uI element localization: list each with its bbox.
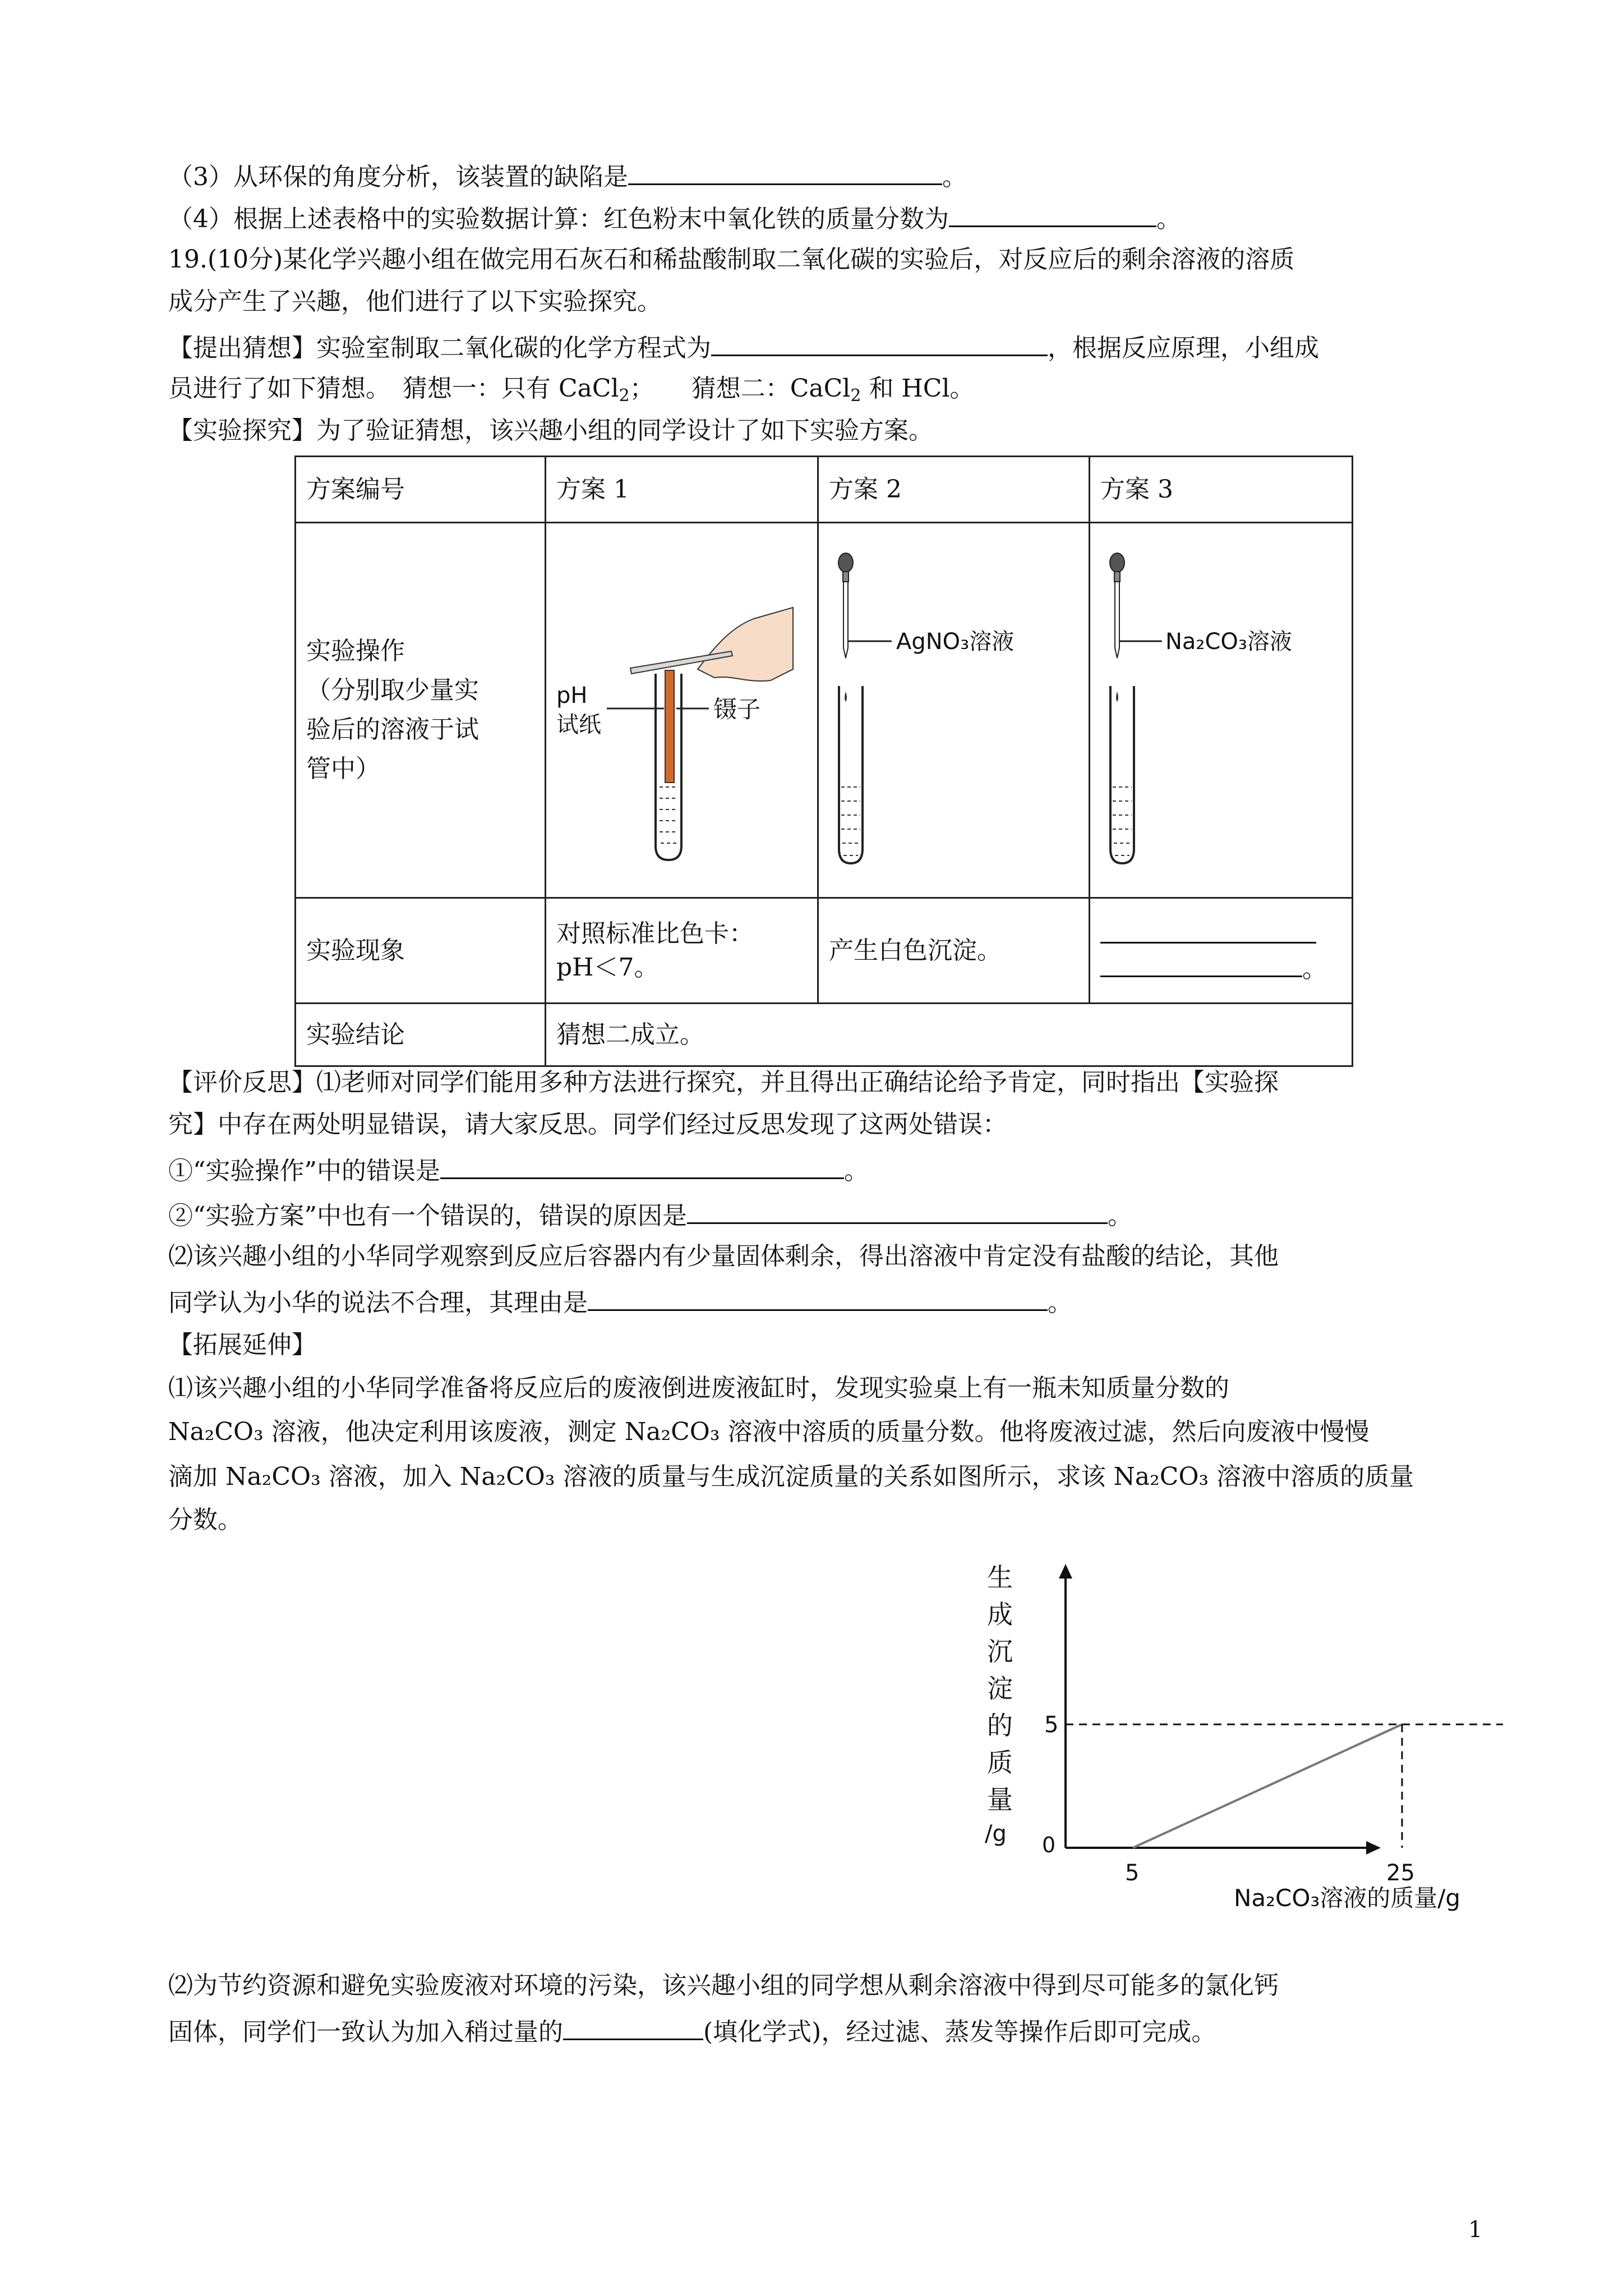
reflect-line1: 【评价反思】⑴老师对同学们能用多种方法进行探究，并且得出正确结论给予肯定，同时指出【实验探: [168, 1068, 1279, 1097]
droplet-icon: [845, 692, 847, 702]
extend-p2-line2: [168, 2014, 1481, 2049]
agno3-dropper-illustration: [819, 523, 1068, 888]
reflect-p2-prompt: 同学认为小华的说法不合理，其理由是: [168, 1289, 588, 1317]
q3-answer-blank[interactable]: [628, 159, 942, 185]
na2co3-label: Na₂CO₃溶液: [1165, 629, 1292, 655]
plan1-image-cell: [546, 523, 818, 898]
extend-p2-prompt: 固体，同学们一致认为加入稍过量的: [168, 2018, 563, 2046]
equation-blank[interactable]: [711, 330, 1048, 356]
ph-label: pH: [556, 683, 588, 708]
origin-label: 0: [1042, 1833, 1056, 1857]
extend-p2-end: (填化学式)，经过滤、蒸发等操作后即可完成。: [703, 2018, 1216, 2046]
q19-line2: 成分产生了兴趣，他们进行了以下实验探究。: [168, 287, 662, 316]
page-number: 1: [1468, 2217, 1483, 2243]
liquid-icon: [1113, 787, 1132, 855]
formula-blank[interactable]: [563, 2014, 703, 2040]
reflect-p2-line1: ⑵该兴趣小组的小华同学观察到反应后容器内有少量固体剩余，得出溶液中肯定没有盐酸的结论，其他: [168, 1242, 1279, 1271]
test-tube-icon: [839, 686, 863, 863]
hypothesis-line2: [168, 372, 1481, 406]
row-conclusion-label: 实验结论: [296, 1004, 546, 1066]
th-plan-2: 方案 2: [818, 457, 1090, 523]
q4-end: 。: [1156, 205, 1181, 233]
x-tick-label: 25: [1386, 1860, 1415, 1886]
reflect-line2: 究】中存在两处明显错误，请大家反思。同学们经过反思发现了这两处错误：: [168, 1110, 1007, 1139]
extend-l2: Na₂CO₃ 溶液，他决定利用该废液，测定 Na₂CO₃ 溶液中溶质的质量分数。他将废液过滤，然后向废液中慢慢: [168, 1418, 1370, 1446]
dropper-bulb-icon: [1110, 553, 1124, 572]
sub-2: 2: [619, 386, 630, 406]
liquid-icon: [841, 787, 860, 855]
y-label-char: 成: [987, 1599, 1013, 1630]
precipitate-mass-chart: [965, 1554, 1503, 1930]
y-label-char: 生: [987, 1562, 1013, 1593]
op-line4: 管中）: [306, 754, 380, 783]
agno3-label: AgNO₃溶液: [896, 629, 1015, 655]
explore-line: 【实验探究】为了验证猜想，该兴趣小组的同学设计了如下实验方案。: [168, 416, 933, 445]
error2-blank[interactable]: [687, 1198, 1108, 1224]
q3-line: [168, 159, 1481, 194]
reason-blank[interactable]: [588, 1285, 1048, 1311]
extend-l3: 滴加 Na₂CO₃ 溶液，加入 Na₂CO₃ 溶液的质量与生成沉淀质量的关系如图所示，求该 Na₂CO₃ 溶液中溶质的质量: [168, 1462, 1414, 1491]
q4-answer-blank[interactable]: [949, 201, 1156, 227]
error2-prompt: ②“实验方案”中也有一个错误的，错误的原因是: [168, 1202, 687, 1230]
y-axis-label: [985, 1562, 1013, 1847]
extend-title: 【拓展延伸】: [168, 1331, 316, 1359]
th-plan-3: 方案 3: [1090, 457, 1353, 523]
x-tick-label: 5: [1125, 1860, 1140, 1886]
extend-p2-line1: ⑵为节约资源和避免实验废液对环境的污染，该兴趣小组的同学想从剩余溶液中得到尽可能多的氯化钙: [168, 1971, 1279, 2000]
th-plan-1: 方案 1: [546, 457, 818, 523]
dropper-tube-icon: [843, 582, 848, 658]
x-axis-arrow-icon: [1366, 1841, 1381, 1855]
guess-one: 员进行了如下猜想。 猜想一：只有 CaCl: [168, 374, 619, 403]
error2-end: 。: [1108, 1202, 1132, 1230]
y-label-char: 淀: [987, 1673, 1013, 1704]
op-line3: 验后的溶液于试: [306, 715, 479, 744]
plan3-blank-2[interactable]: [1100, 951, 1302, 977]
th-plan-no: 方案编号: [296, 457, 546, 523]
plan3-blank-1[interactable]: [1100, 917, 1316, 944]
conclusion-text: 猜想二成立。: [546, 1004, 1353, 1066]
plan2-image-cell: [818, 523, 1090, 898]
y-label-char: 的: [987, 1710, 1013, 1741]
q19-line1: 19.(10分)某化学兴趣小组在做完用石灰石和稀盐酸制取二氧化碳的实验后，对反应后的剩余溶液的溶质: [168, 245, 1295, 274]
op-line2: （分别取少量实: [306, 676, 479, 705]
op-line1: 实验操作: [306, 637, 405, 665]
y-label-char: 量: [987, 1784, 1013, 1815]
x-axis-label: Na₂CO₃溶液的质量/g: [1234, 1884, 1461, 1912]
experiment-table: [294, 455, 1353, 1067]
dropper-bulb-icon: [838, 553, 853, 572]
y-axis-arrow-icon: [1059, 1564, 1072, 1579]
hypothesis-line1: [168, 330, 1481, 365]
ph-paper-strip-icon: [665, 670, 674, 783]
error1-prompt: ①“实验操作”中的错误是: [168, 1157, 440, 1185]
hypothesis-cont: ，根据反应原理，小组成: [1048, 334, 1319, 362]
guess-two-end: 和 HCl。: [861, 374, 975, 403]
row-operation-label: [296, 523, 546, 898]
series-segment: [1133, 1724, 1402, 1848]
dropper-tube-icon: [1115, 582, 1119, 658]
droplet-icon: [1116, 692, 1118, 702]
q3-text: （3）从环保的角度分析，该装置的缺陷是: [168, 163, 628, 191]
y-label-char: 质: [987, 1747, 1013, 1778]
extend-l4: 分数。: [168, 1506, 242, 1534]
q4-text: （4）根据上述表格中的实验数据计算：红色粉末中氧化铁的质量分数为: [168, 205, 949, 233]
sub-2b: 2: [850, 386, 861, 406]
guess-two: ； 猜想二：CaCl: [629, 374, 851, 403]
hand-icon: [698, 608, 793, 681]
plan3-phenomenon: [1090, 898, 1353, 1004]
test-tube-icon: [1110, 686, 1134, 863]
plan2-phenomenon: 产生白色沉淀。: [818, 898, 1090, 1004]
plan1-phenomenon: [546, 898, 818, 1004]
extend-l1: ⑴该兴趣小组的小华同学准备将反应后的废液倒进废液缸时，发现实验桌上有一瓶未知质量分数的: [168, 1374, 1229, 1402]
tweezers-label: 镊子: [713, 696, 761, 723]
q4-line: [168, 201, 1481, 236]
plan3-image-cell: [1090, 523, 1353, 898]
error1-blank[interactable]: [440, 1153, 844, 1179]
reflect-p2-line2: [168, 1285, 1481, 1320]
error1-end: 。: [844, 1157, 869, 1185]
reflect-error1: [168, 1153, 1481, 1188]
na2co3-dropper-illustration: [1090, 523, 1331, 888]
reflect-error2: [168, 1198, 1481, 1233]
reason-end: 。: [1048, 1289, 1072, 1317]
paper-label: 试纸: [556, 712, 601, 738]
y-label-char: 沉: [987, 1636, 1013, 1667]
q3-end: 。: [942, 163, 967, 191]
ph1-line2: pH＜7。: [556, 953, 659, 982]
hypothesis-prompt: 【提出猜想】实验室制取二氧化碳的化学方程式为: [168, 334, 711, 362]
y-label-unit: /g: [985, 1821, 1007, 1847]
ph-paper-test-illustration: [546, 523, 797, 888]
plan3-end: 。: [1302, 954, 1327, 983]
y-tick-label: 5: [1044, 1712, 1059, 1738]
row-phenomenon-label: 实验现象: [296, 898, 546, 1004]
ph1-line1: 对照标准比色卡：: [556, 919, 754, 948]
